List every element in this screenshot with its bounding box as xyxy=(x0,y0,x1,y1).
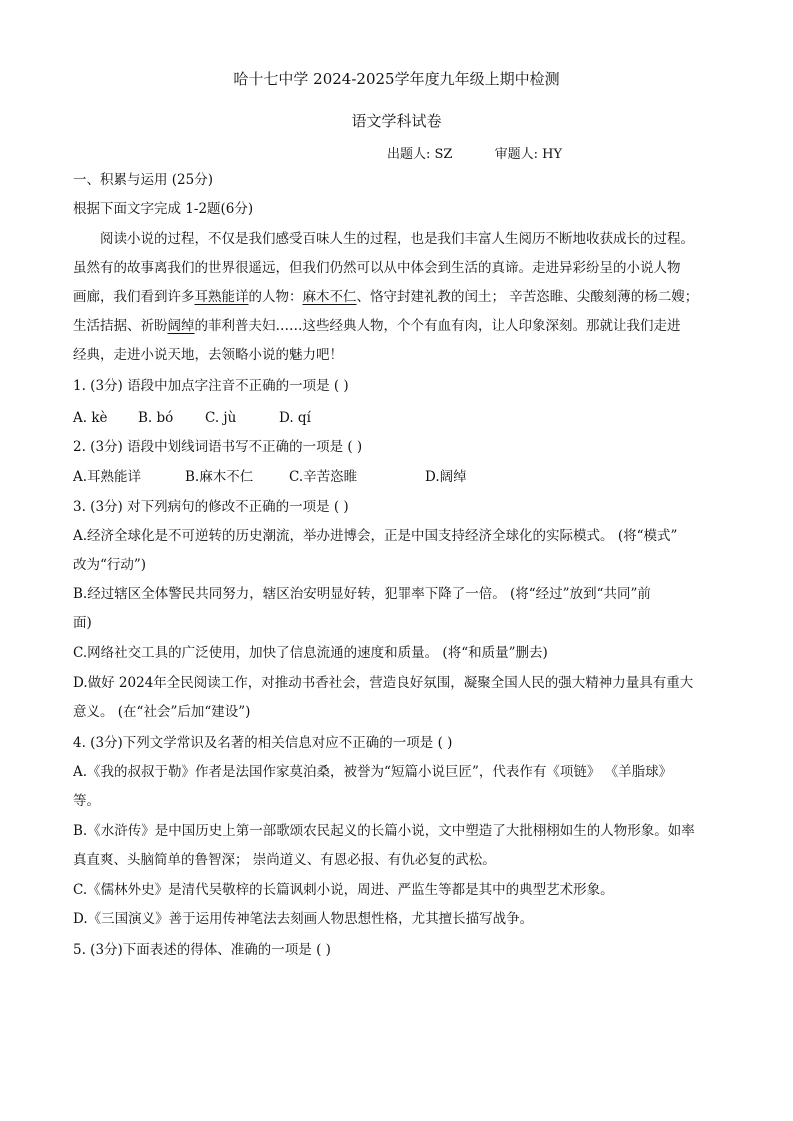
q4-line: 真直爽、头脑简单的鲁智深； 崇尚道义、有恩必报、有仇必复的武松。 xyxy=(73,852,496,868)
q4-line: 等。 xyxy=(73,793,100,809)
passage-text: 的人物： xyxy=(248,289,303,305)
option: A.耳熟能详 xyxy=(73,469,142,485)
q4-stem: 4. (3分)下列文学常识及名著的相关信息对应不正确的一项是 ( ) xyxy=(73,735,453,751)
passage-line-2: 虽然有的故事离我们的世界很遥远，但我们仍然可以从中体会到生活的真谛。走进异彩纷呈的小说人物 xyxy=(73,260,681,276)
q4-line: B.《水浒传》是中国历史上第一部歌颂农民起义的长篇小说，文中塑造了大批栩栩如生的人物形象。如率 xyxy=(73,823,695,839)
q3-line: C.网络社交工具的广泛使用，加快了信息流通的速度和质量。 (将“和质量”删去) xyxy=(73,645,548,661)
section-heading: 一、积累与运用 (25分) xyxy=(73,172,214,188)
option: D.阔绰 xyxy=(425,469,467,485)
section-instruction: 根据下面文字完成 1-2题(6分) xyxy=(73,201,254,217)
option: A. kè xyxy=(73,410,108,426)
passage-text: 的菲利普夫妇……这些经典人物，个个有血有肉，让人印象深刻。那就让我们走进 xyxy=(194,318,681,334)
subject-title: 语文学科试卷 xyxy=(351,112,442,130)
q3-line: B.经过辖区全体警民共同努力，辖区治安明显好转，犯罪率下降了一倍。 (将“经过”放到“共同”前 xyxy=(73,586,651,602)
option: C. jù xyxy=(205,410,237,426)
q4-line: A.《我的叔叔于勒》作者是法国作家莫泊桑，被誉为“短篇小说巨匠”，代表作有《项链》 《羊脂球》 xyxy=(73,764,673,780)
q2-stem: 2. (3分) 语段中划线词语书写不正确的一项是 ( ) xyxy=(73,439,363,455)
exam-title: 哈十七中学 2024-2025学年度九年级上期中检测 xyxy=(233,70,560,88)
option: C.辛苦恣睢 xyxy=(289,469,358,485)
q3-line: 改为“行动”) xyxy=(73,557,147,573)
passage-text: 、恪守封建礼教的闰土； 辛苦恣睢、尖酸刻薄的杨二嫂； xyxy=(356,289,699,305)
q4-line: D.《三国演义》善于运用传神笔法去刻画人物思想性格，尤其擅长描写战争。 xyxy=(73,911,534,927)
q4-line: C.《儒林外史》是清代吴敬梓的长篇讽刺小说，周进、严监生等都是其中的典型艺术形象。 xyxy=(73,882,614,898)
q3-line: 面) xyxy=(73,615,92,631)
option: D. qí xyxy=(279,410,311,426)
q3-stem: 3. (3分) 对下列病句的修改不正确的一项是 ( ) xyxy=(73,499,349,515)
passage-text: 生活拮据、祈盼 xyxy=(73,318,168,334)
q2-options xyxy=(73,467,467,487)
exam-meta xyxy=(387,143,600,162)
passage-text: 画廊，我们看到许多 xyxy=(73,289,195,305)
author-label: 出题人: SZ xyxy=(387,147,453,162)
q1-options xyxy=(73,408,311,428)
option: B.麻木不仁 xyxy=(185,469,254,485)
passage-line-5: 经典，走进小说天地，去领略小说的魅力吧！ xyxy=(73,347,343,363)
underlined-word: 麻木不仁 xyxy=(302,289,357,305)
reviewer-label: 审题人: HY xyxy=(494,147,563,162)
q3-line: A.经济全球化是不可逆转的历史潮流，举办进博会，正是中国支持经济全球化的实际模式。 (将“模式” xyxy=(73,528,678,544)
underlined-word: 阔绰 xyxy=(167,318,195,334)
q3-line: 意义。 (在“社会”后加“建设”) xyxy=(73,704,251,720)
passage-line-3 xyxy=(73,287,698,307)
q3-line: D.做好 2024年全民阅读工作，对推动书香社会，营造良好氛围，凝聚全国人民的强大精神力量具有重大 xyxy=(73,675,694,691)
q1-stem: 1. (3分) 语段中加点字注音不正确的一项是 ( ) xyxy=(73,378,349,394)
underlined-word: 耳熟能详 xyxy=(194,289,249,305)
passage-line-1: 阅读小说的过程，不仅是我们感受百味人生的过程，也是我们丰富人生阅历不断地收获成长的过程。 xyxy=(73,231,694,247)
q5-stem: 5. (3分)下面表述的得体、准确的一项是 ( ) xyxy=(73,942,331,958)
passage-line-4 xyxy=(73,316,681,336)
option: B. bó xyxy=(138,410,174,426)
